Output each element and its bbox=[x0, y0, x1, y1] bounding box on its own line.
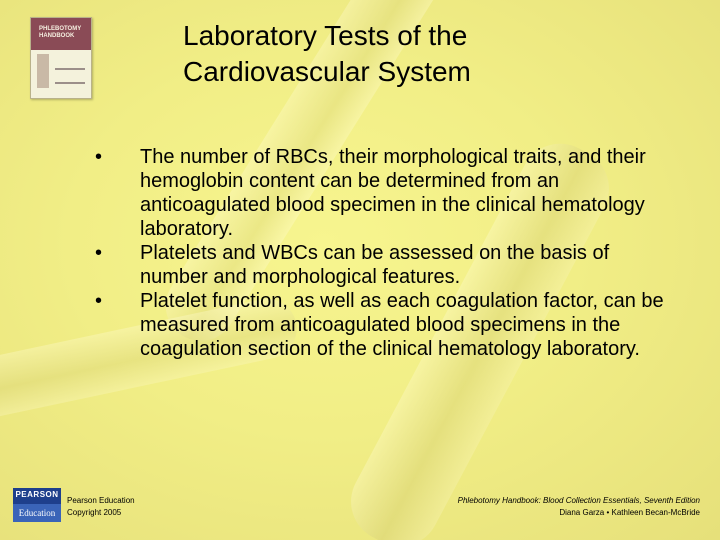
bullet-icon: • bbox=[95, 146, 103, 168]
bullet-icon: • bbox=[95, 242, 103, 264]
footer-citation bbox=[458, 495, 700, 519]
logo-line1: PEARSON bbox=[15, 490, 59, 499]
book-cover-image bbox=[30, 17, 92, 99]
book-cover-lines bbox=[55, 68, 85, 84]
footer-publisher bbox=[67, 495, 135, 519]
slide-title bbox=[183, 18, 563, 90]
slide-title-line1: Laboratory Tests of the bbox=[183, 20, 468, 51]
book-cover-title: PHLEBOTOMY HANDBOOK bbox=[39, 26, 82, 39]
bullet-text: Platelet function, as well as each coagulation factor, can be measured from anticoagulated blood specimens in the coagulation section of the clinical hematology laboratory. bbox=[140, 290, 664, 360]
pearson-logo bbox=[13, 488, 61, 522]
footer-book-title: Phlebotomy Handbook: Blood Collection Essentials, Seventh Edition bbox=[457, 496, 700, 505]
bullet-item bbox=[90, 145, 670, 241]
slide-title-line2: Cardiovascular System bbox=[183, 56, 471, 87]
book-cover-figure bbox=[37, 54, 49, 88]
footer-publisher-name: Pearson Education bbox=[67, 496, 135, 505]
bullet-item bbox=[90, 241, 670, 289]
footer-authors: Diana Garza • Kathleen Becan-McBride bbox=[559, 508, 700, 517]
logo-line2: Education bbox=[13, 504, 61, 522]
bullet-text: Platelets and WBCs can be assessed on the basis of number and morphological features. bbox=[140, 242, 610, 288]
bullet-icon: • bbox=[95, 290, 103, 312]
bullet-list bbox=[90, 145, 670, 361]
bullet-item bbox=[90, 289, 670, 361]
footer-copyright: Copyright 2005 bbox=[67, 508, 122, 517]
bullet-text: The number of RBCs, their morphological traits, and their hemoglobin content can be determined from an anticoagulated blood specimen in the clinical hematology laboratory. bbox=[140, 146, 646, 240]
